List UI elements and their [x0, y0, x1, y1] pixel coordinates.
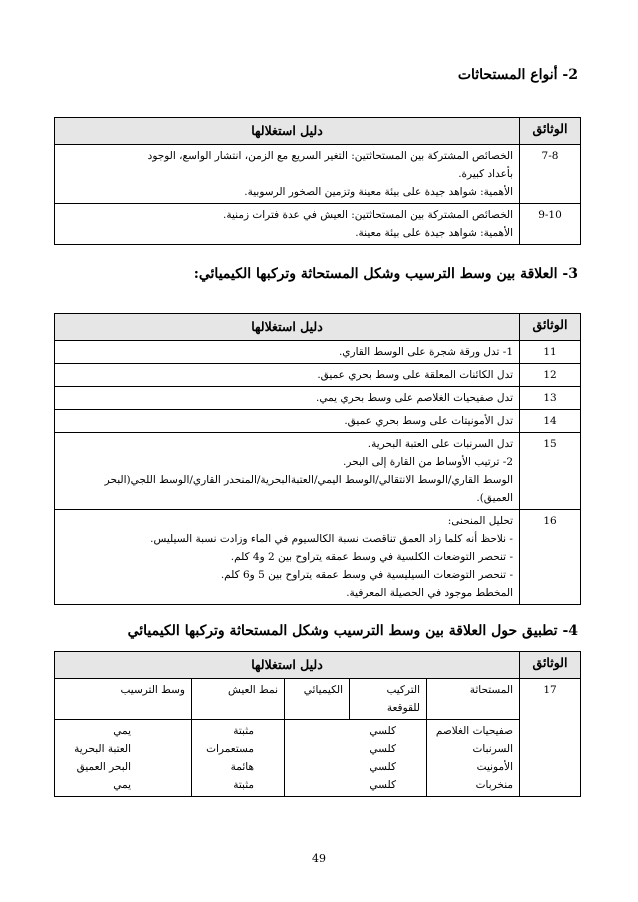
text-line: تدل صفيحيات الغلاصم على وسط بحري يمي. [316, 392, 513, 404]
text-line: 2- ترتيب الأوساط من القارة إلى البحر. [343, 456, 513, 468]
text-line: نمط العيش [227, 684, 278, 696]
text-line: - تنحصر التوضعات الكلسية في وسط عمقه يتراوح بين 2 و4 كلم. [230, 551, 513, 563]
table-row [55, 433, 581, 510]
text-line: الأهمية: شواهد جيدة على بيئة معينة وتزمين الصخور الرسوبية. [244, 186, 513, 198]
guide-cell [55, 387, 520, 410]
text-line: مثبتة [233, 725, 254, 737]
guide-cell [55, 364, 520, 387]
ref-cell: 17 [520, 679, 581, 797]
table-row [55, 387, 581, 410]
guide-cell [55, 341, 520, 364]
section-2-heading: 2- أنواع المستحاثات [457, 67, 578, 83]
text-line: الأهمية: شواهد جيدة على بيئة معينة. [355, 227, 513, 239]
text-line: تدل السرنبات على العتبة البحرية. [367, 438, 513, 450]
col-guide-header: دليل استغلالها [55, 652, 520, 679]
sub-header-fossil [427, 679, 520, 720]
section-4-heading: 4- تطبيق حول العلاقة بين وسط الترسيب وشكل المستحاثة وتركبها الكيميائي [127, 623, 578, 639]
text-line: العتبة البحرية [74, 743, 131, 755]
text-line: التركيب [386, 684, 420, 696]
text-line: - تنحصر التوضعات السيليسية في وسط عمقه يتراوح بين 5 و6 كلم. [220, 569, 513, 581]
col-ref-header: الوثائق [520, 314, 581, 341]
text-line: الكيميائي [303, 684, 343, 696]
page-number: 49 [312, 852, 326, 865]
table-row [55, 410, 581, 433]
composition-cell [285, 720, 427, 797]
col-guide-header: دليل استغلالها [55, 118, 520, 145]
table-row [55, 204, 581, 245]
sub-header-mode [192, 679, 285, 720]
text-line: كلسي [369, 743, 396, 755]
section-2-table [54, 117, 581, 245]
section-4-table [54, 651, 581, 797]
col-guide-header: دليل استغلالها [55, 314, 520, 341]
text-line: المخطط موجود في الحصيلة المعرفية. [346, 587, 513, 599]
text-line: منخربات [475, 779, 513, 791]
text-line: مستعمرات [206, 743, 254, 755]
sub-header-composition-2 [285, 679, 350, 720]
text-line: كلسي [369, 779, 396, 791]
text-line: الخصائص المشتركة بين المستحاثتين: التغير السريع مع الزمن، انتشار الواسع، الوجود [147, 150, 513, 162]
table-row [55, 364, 581, 387]
guide-cell [55, 145, 520, 204]
guide-cell [55, 204, 520, 245]
text-line: المستحاثة [469, 684, 513, 696]
text-line: هائمة [230, 761, 254, 773]
text-line: للقوقعة [386, 702, 420, 714]
text-line: يمي [113, 725, 131, 737]
text-line: البحر العميق [76, 761, 131, 773]
guide-cell [55, 433, 520, 510]
text-line: الخصائص المشتركة بين المستحاثتين: العيش في عدة فترات زمنية. [223, 209, 513, 221]
col-ref-header: الوثائق [520, 118, 581, 145]
text-line: - نلاحظ أنه كلما زاد العمق تناقصت نسبة الكالسيوم في الماء وزادت نسبة السيليس. [150, 533, 513, 545]
section-3-heading: 3- العلاقة بين وسط الترسيب وشكل المستحاثة وتركبها الكيميائي: [193, 266, 578, 282]
text-line: تدل الأمونيتات على وسط بحري عميق. [344, 415, 513, 427]
guide-cell [55, 510, 520, 605]
ref-cell: 11 [520, 341, 581, 364]
text-line: العميق). [476, 492, 513, 504]
fossil-cell [427, 720, 520, 797]
ref-cell: 7-8 [520, 145, 581, 204]
mode-cell [192, 720, 285, 797]
ref-cell: 12 [520, 364, 581, 387]
sub-header-composition [350, 679, 427, 720]
guide-cell [55, 410, 520, 433]
text-line: 1- تدل ورقة شجرة على الوسط القاري. [338, 346, 513, 358]
text-line: وسط الترسيب [120, 684, 185, 696]
table-row [55, 510, 581, 605]
text-line: بأعداد كبيرة. [458, 168, 513, 180]
text-line: كلسي [369, 761, 396, 773]
text-line: تحليل المنحنى: [447, 515, 513, 527]
table-row [55, 145, 581, 204]
section-3-table [54, 313, 581, 605]
ref-cell: 15 [520, 433, 581, 510]
text-line: يمي [113, 779, 131, 791]
text-line: الأمونيت [476, 761, 513, 773]
ref-cell: 14 [520, 410, 581, 433]
text-line: كلسي [369, 725, 396, 737]
sub-header-environment [55, 679, 192, 720]
ref-cell: 13 [520, 387, 581, 410]
environment-cell [55, 720, 192, 797]
text-line: صفيحيات الغلاصم [435, 725, 513, 737]
col-ref-header: الوثائق [520, 652, 581, 679]
text-line: مثبتة [233, 779, 254, 791]
ref-cell: 16 [520, 510, 581, 605]
text-line: الوسط القاري/الوسط الانتقالي/الوسط اليمي/العتبةالبحرية/المنحدر القاري/الوسط اللجي(البحر [104, 474, 513, 486]
ref-cell: 9-10 [520, 204, 581, 245]
text-line: تدل الكائنات المعلقة على وسط بحري عميق. [317, 369, 513, 381]
text-line: السرنبات [472, 743, 513, 755]
table-row [55, 341, 581, 364]
